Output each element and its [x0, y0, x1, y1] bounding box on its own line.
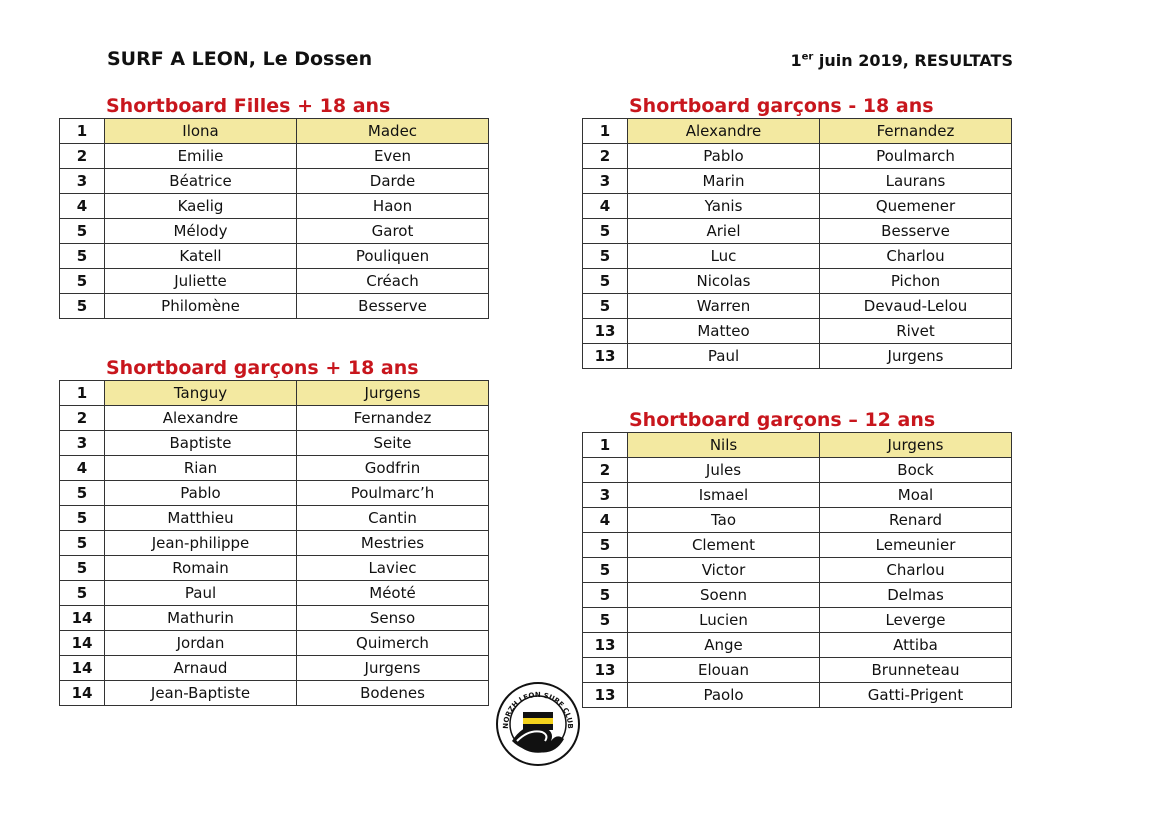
club-logo [495, 681, 581, 767]
last-name-cell: Devaud-Lelou [820, 294, 1012, 319]
table-row [60, 244, 489, 269]
rank-cell: 3 [583, 169, 628, 194]
last-name-cell: Bodenes [297, 681, 489, 706]
first-name-cell: Ariel [628, 219, 820, 244]
table-row [583, 144, 1012, 169]
last-name-cell: Senso [297, 606, 489, 631]
first-name-cell: Katell [105, 244, 297, 269]
table-row [583, 458, 1012, 483]
rank-cell: 5 [60, 531, 105, 556]
date-ordinal: er [801, 51, 814, 63]
first-name-cell: Elouan [628, 658, 820, 683]
results-block-garcons-moins-18 [582, 94, 1012, 369]
rank-cell: 5 [60, 294, 105, 319]
last-name-cell: Delmas [820, 583, 1012, 608]
table-row [583, 508, 1012, 533]
rank-cell: 5 [583, 244, 628, 269]
table-row [583, 294, 1012, 319]
first-name-cell: Soenn [628, 583, 820, 608]
rank-cell: 5 [60, 244, 105, 269]
first-name-cell: Baptiste [105, 431, 297, 456]
last-name-cell: Pouliquen [297, 244, 489, 269]
block-title: Shortboard garçons + 18 ans [106, 357, 419, 379]
last-name-cell: Garot [297, 219, 489, 244]
first-name-cell: Yanis [628, 194, 820, 219]
first-name-cell: Pablo [628, 144, 820, 169]
table-row [60, 606, 489, 631]
table-row [583, 558, 1012, 583]
last-name-cell: Mestries [297, 531, 489, 556]
table-row [60, 456, 489, 481]
table-row [583, 319, 1012, 344]
first-name-cell: Philomène [105, 294, 297, 319]
rank-cell: 14 [60, 606, 105, 631]
first-name-cell: Pablo [105, 481, 297, 506]
first-name-cell: Paul [105, 581, 297, 606]
logo-text: NORZH LEON SURF CLUB [501, 690, 575, 729]
table-row [60, 406, 489, 431]
results-table [59, 380, 489, 706]
first-name-cell: Tao [628, 508, 820, 533]
rank-cell: 5 [583, 533, 628, 558]
last-name-cell: Gatti-Prigent [820, 683, 1012, 708]
page-title: SURF A LEON, Le Dossen [107, 48, 373, 70]
rank-cell: 13 [583, 344, 628, 369]
rank-cell: 5 [583, 558, 628, 583]
last-name-cell: Quimerch [297, 631, 489, 656]
rank-cell: 4 [60, 194, 105, 219]
rank-cell: 1 [60, 119, 105, 144]
first-name-cell: Béatrice [105, 169, 297, 194]
table-row [583, 269, 1012, 294]
last-name-cell: Charlou [820, 558, 1012, 583]
last-name-cell: Bock [820, 458, 1012, 483]
last-name-cell: Leverge [820, 608, 1012, 633]
last-name-cell: Lemeunier [820, 533, 1012, 558]
table-row [60, 631, 489, 656]
rank-cell: 14 [60, 681, 105, 706]
rank-cell: 1 [583, 119, 628, 144]
rank-cell: 2 [60, 406, 105, 431]
table-row [60, 144, 489, 169]
rank-cell: 14 [60, 631, 105, 656]
rank-cell: 5 [583, 294, 628, 319]
last-name-cell: Cantin [297, 506, 489, 531]
rank-cell: 13 [583, 658, 628, 683]
first-name-cell: Alexandre [105, 406, 297, 431]
last-name-cell: Attiba [820, 633, 1012, 658]
rank-cell: 5 [60, 219, 105, 244]
last-name-cell: Madec [297, 119, 489, 144]
table-row [583, 169, 1012, 194]
first-name-cell: Ange [628, 633, 820, 658]
last-name-cell: Renard [820, 508, 1012, 533]
last-name-cell: Jurgens [297, 381, 489, 406]
table-row [583, 244, 1012, 269]
results-table [59, 118, 489, 319]
rank-cell: 13 [583, 683, 628, 708]
rank-cell: 2 [583, 144, 628, 169]
first-name-cell: Kaelig [105, 194, 297, 219]
first-name-cell: Marin [628, 169, 820, 194]
first-name-cell: Emilie [105, 144, 297, 169]
first-name-cell: Jordan [105, 631, 297, 656]
first-name-cell: Romain [105, 556, 297, 581]
table-row [583, 344, 1012, 369]
last-name-cell: Pichon [820, 269, 1012, 294]
table-row [583, 433, 1012, 458]
last-name-cell: Poulmarc’h [297, 481, 489, 506]
table-row [583, 658, 1012, 683]
rank-cell: 5 [583, 583, 628, 608]
table-row [583, 633, 1012, 658]
last-name-cell: Darde [297, 169, 489, 194]
first-name-cell: Lucien [628, 608, 820, 633]
first-name-cell: Warren [628, 294, 820, 319]
table-row [60, 581, 489, 606]
rank-cell: 5 [60, 556, 105, 581]
block-title: Shortboard garçons – 12 ans [629, 409, 936, 431]
last-name-cell: Méoté [297, 581, 489, 606]
first-name-cell: Ismael [628, 483, 820, 508]
first-name-cell: Mélody [105, 219, 297, 244]
table-row [583, 194, 1012, 219]
first-name-cell: Tanguy [105, 381, 297, 406]
first-name-cell: Paolo [628, 683, 820, 708]
first-name-cell: Rian [105, 456, 297, 481]
rank-cell: 5 [60, 481, 105, 506]
rank-cell: 5 [60, 581, 105, 606]
table-row [60, 556, 489, 581]
table-row [60, 381, 489, 406]
first-name-cell: Jean-philippe [105, 531, 297, 556]
table-row [60, 219, 489, 244]
rank-cell: 5 [583, 608, 628, 633]
last-name-cell: Moal [820, 483, 1012, 508]
rank-cell: 14 [60, 656, 105, 681]
last-name-cell: Jurgens [820, 433, 1012, 458]
first-name-cell: Arnaud [105, 656, 297, 681]
rank-cell: 4 [60, 456, 105, 481]
last-name-cell: Even [297, 144, 489, 169]
rank-cell: 5 [583, 269, 628, 294]
table-row [583, 483, 1012, 508]
table-row [583, 533, 1012, 558]
first-name-cell: Luc [628, 244, 820, 269]
table-row [60, 656, 489, 681]
block-title: Shortboard garçons - 18 ans [629, 95, 934, 117]
first-name-cell: Nils [628, 433, 820, 458]
table-row [583, 219, 1012, 244]
last-name-cell: Jurgens [820, 344, 1012, 369]
table-row [60, 194, 489, 219]
table-row [60, 269, 489, 294]
rank-cell: 5 [583, 219, 628, 244]
last-name-cell: Rivet [820, 319, 1012, 344]
last-name-cell: Laviec [297, 556, 489, 581]
table-row [60, 531, 489, 556]
last-name-cell: Fernandez [820, 119, 1012, 144]
results-block-garcons-plus-18 [59, 356, 489, 706]
table-row [60, 481, 489, 506]
table-row [583, 119, 1012, 144]
table-row [60, 294, 489, 319]
date-day: 1 [790, 51, 802, 70]
first-name-cell: Matthieu [105, 506, 297, 531]
rank-cell: 2 [583, 458, 628, 483]
rank-cell: 2 [60, 144, 105, 169]
table-row [60, 169, 489, 194]
table-row [583, 608, 1012, 633]
last-name-cell: Seite [297, 431, 489, 456]
results-table [582, 118, 1012, 369]
results-table [582, 432, 1012, 708]
table-row [583, 683, 1012, 708]
rank-cell: 3 [60, 431, 105, 456]
last-name-cell: Quemener [820, 194, 1012, 219]
first-name-cell: Juliette [105, 269, 297, 294]
rank-cell: 3 [583, 483, 628, 508]
last-name-cell: Besserve [820, 219, 1012, 244]
rank-cell: 1 [583, 433, 628, 458]
last-name-cell: Jurgens [297, 656, 489, 681]
last-name-cell: Créach [297, 269, 489, 294]
rank-cell: 5 [60, 506, 105, 531]
table-row [60, 506, 489, 531]
last-name-cell: Fernandez [297, 406, 489, 431]
first-name-cell: Alexandre [628, 119, 820, 144]
last-name-cell: Laurans [820, 169, 1012, 194]
last-name-cell: Brunneteau [820, 658, 1012, 683]
rank-cell: 4 [583, 508, 628, 533]
results-block-garcons-12 [582, 408, 1012, 708]
last-name-cell: Besserve [297, 294, 489, 319]
table-row [60, 681, 489, 706]
first-name-cell: Clement [628, 533, 820, 558]
first-name-cell: Jean-Baptiste [105, 681, 297, 706]
event-date [791, 51, 1014, 70]
rank-cell: 1 [60, 381, 105, 406]
rank-cell: 4 [583, 194, 628, 219]
first-name-cell: Paul [628, 344, 820, 369]
first-name-cell: Matteo [628, 319, 820, 344]
table-row [583, 583, 1012, 608]
last-name-cell: Godfrin [297, 456, 489, 481]
first-name-cell: Jules [628, 458, 820, 483]
rank-cell: 5 [60, 269, 105, 294]
first-name-cell: Mathurin [105, 606, 297, 631]
date-rest: juin 2019, RESULTATS [813, 51, 1013, 70]
rank-cell: 13 [583, 319, 628, 344]
block-title: Shortboard Filles + 18 ans [106, 95, 391, 117]
table-row [60, 119, 489, 144]
last-name-cell: Charlou [820, 244, 1012, 269]
rank-cell: 13 [583, 633, 628, 658]
first-name-cell: Nicolas [628, 269, 820, 294]
first-name-cell: Ilona [105, 119, 297, 144]
results-block-filles-plus-18 [59, 94, 489, 319]
last-name-cell: Haon [297, 194, 489, 219]
last-name-cell: Poulmarch [820, 144, 1012, 169]
first-name-cell: Victor [628, 558, 820, 583]
table-row [60, 431, 489, 456]
rank-cell: 3 [60, 169, 105, 194]
